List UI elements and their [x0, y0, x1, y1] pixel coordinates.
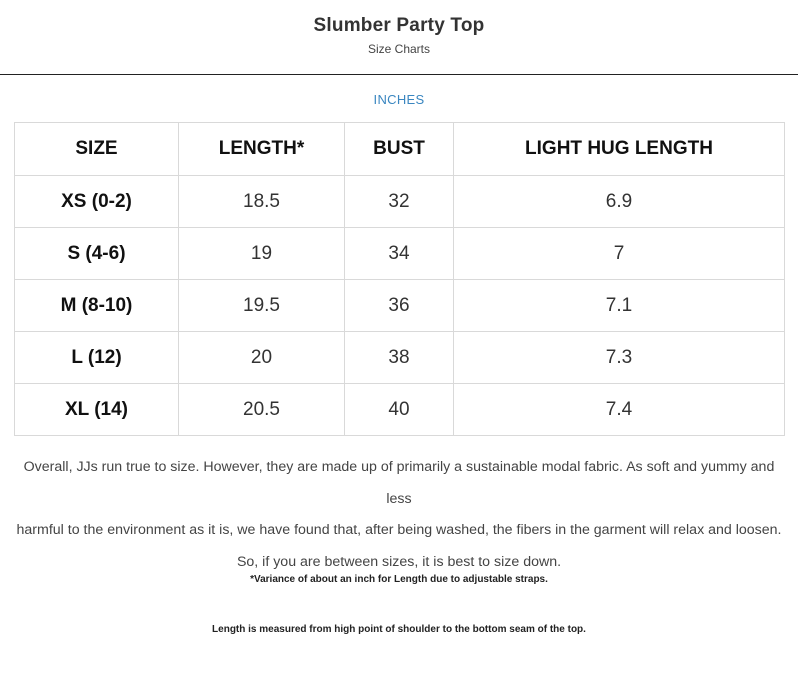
- table-row: [15, 176, 785, 228]
- column-header-bust: BUST: [345, 123, 454, 176]
- size-cell: L (12): [15, 332, 179, 384]
- sizing-note-line: So, if you are between sizes, it is best to size down.: [236, 553, 562, 570]
- light-hug-length-cell: 7.3: [454, 332, 785, 384]
- length-cell: 20.5: [179, 384, 345, 436]
- sizing-notes: [14, 452, 784, 578]
- unit-label: INCHES: [373, 92, 425, 107]
- table-row: [15, 280, 785, 332]
- length-cell: 19.5: [179, 280, 345, 332]
- size-chart-table: [14, 122, 785, 436]
- bust-cell: 40: [345, 384, 454, 436]
- size-cell: M (8-10): [15, 280, 179, 332]
- table-row: [15, 384, 785, 436]
- light-hug-length-cell: 7.4: [454, 384, 785, 436]
- variance-footnote: *Variance of about an inch for Length due to adjustable straps.: [250, 574, 548, 585]
- size-cell: XL (14): [15, 384, 179, 436]
- page-subtitle: Size Charts: [367, 42, 431, 56]
- column-header-size: SIZE: [15, 123, 179, 176]
- length-cell: 19: [179, 228, 345, 280]
- light-hug-length-cell: 6.9: [454, 176, 785, 228]
- light-hug-length-cell: 7: [454, 228, 785, 280]
- sizing-note-line: harmful to the environment as it is, we have found that, after being washed, the fibers in the garment will relax and loosen.: [16, 522, 782, 538]
- bust-cell: 38: [345, 332, 454, 384]
- sizing-note-line: Overall, JJs run true to size. However, they are made up of primarily a sustainable modal fabric. As soft and yummy and less: [23, 459, 775, 507]
- length-cell: 18.5: [179, 176, 345, 228]
- table-row: [15, 228, 785, 280]
- bust-cell: 36: [345, 280, 454, 332]
- table-header-row: [15, 123, 785, 176]
- column-header-light-hug-length: LIGHT HUG LENGTH: [454, 123, 785, 176]
- page-header: [0, 0, 798, 75]
- size-cell: S (4-6): [15, 228, 179, 280]
- measurement-footnote: Length is measured from high point of shoulder to the bottom seam of the top.: [212, 624, 586, 635]
- size-cell: XS (0-2): [15, 176, 179, 228]
- bust-cell: 32: [345, 176, 454, 228]
- page-title: Slumber Party Top: [313, 15, 485, 36]
- length-cell: 20: [179, 332, 345, 384]
- light-hug-length-cell: 7.1: [454, 280, 785, 332]
- column-header-length: LENGTH*: [179, 123, 345, 176]
- bust-cell: 34: [345, 228, 454, 280]
- table-row: [15, 332, 785, 384]
